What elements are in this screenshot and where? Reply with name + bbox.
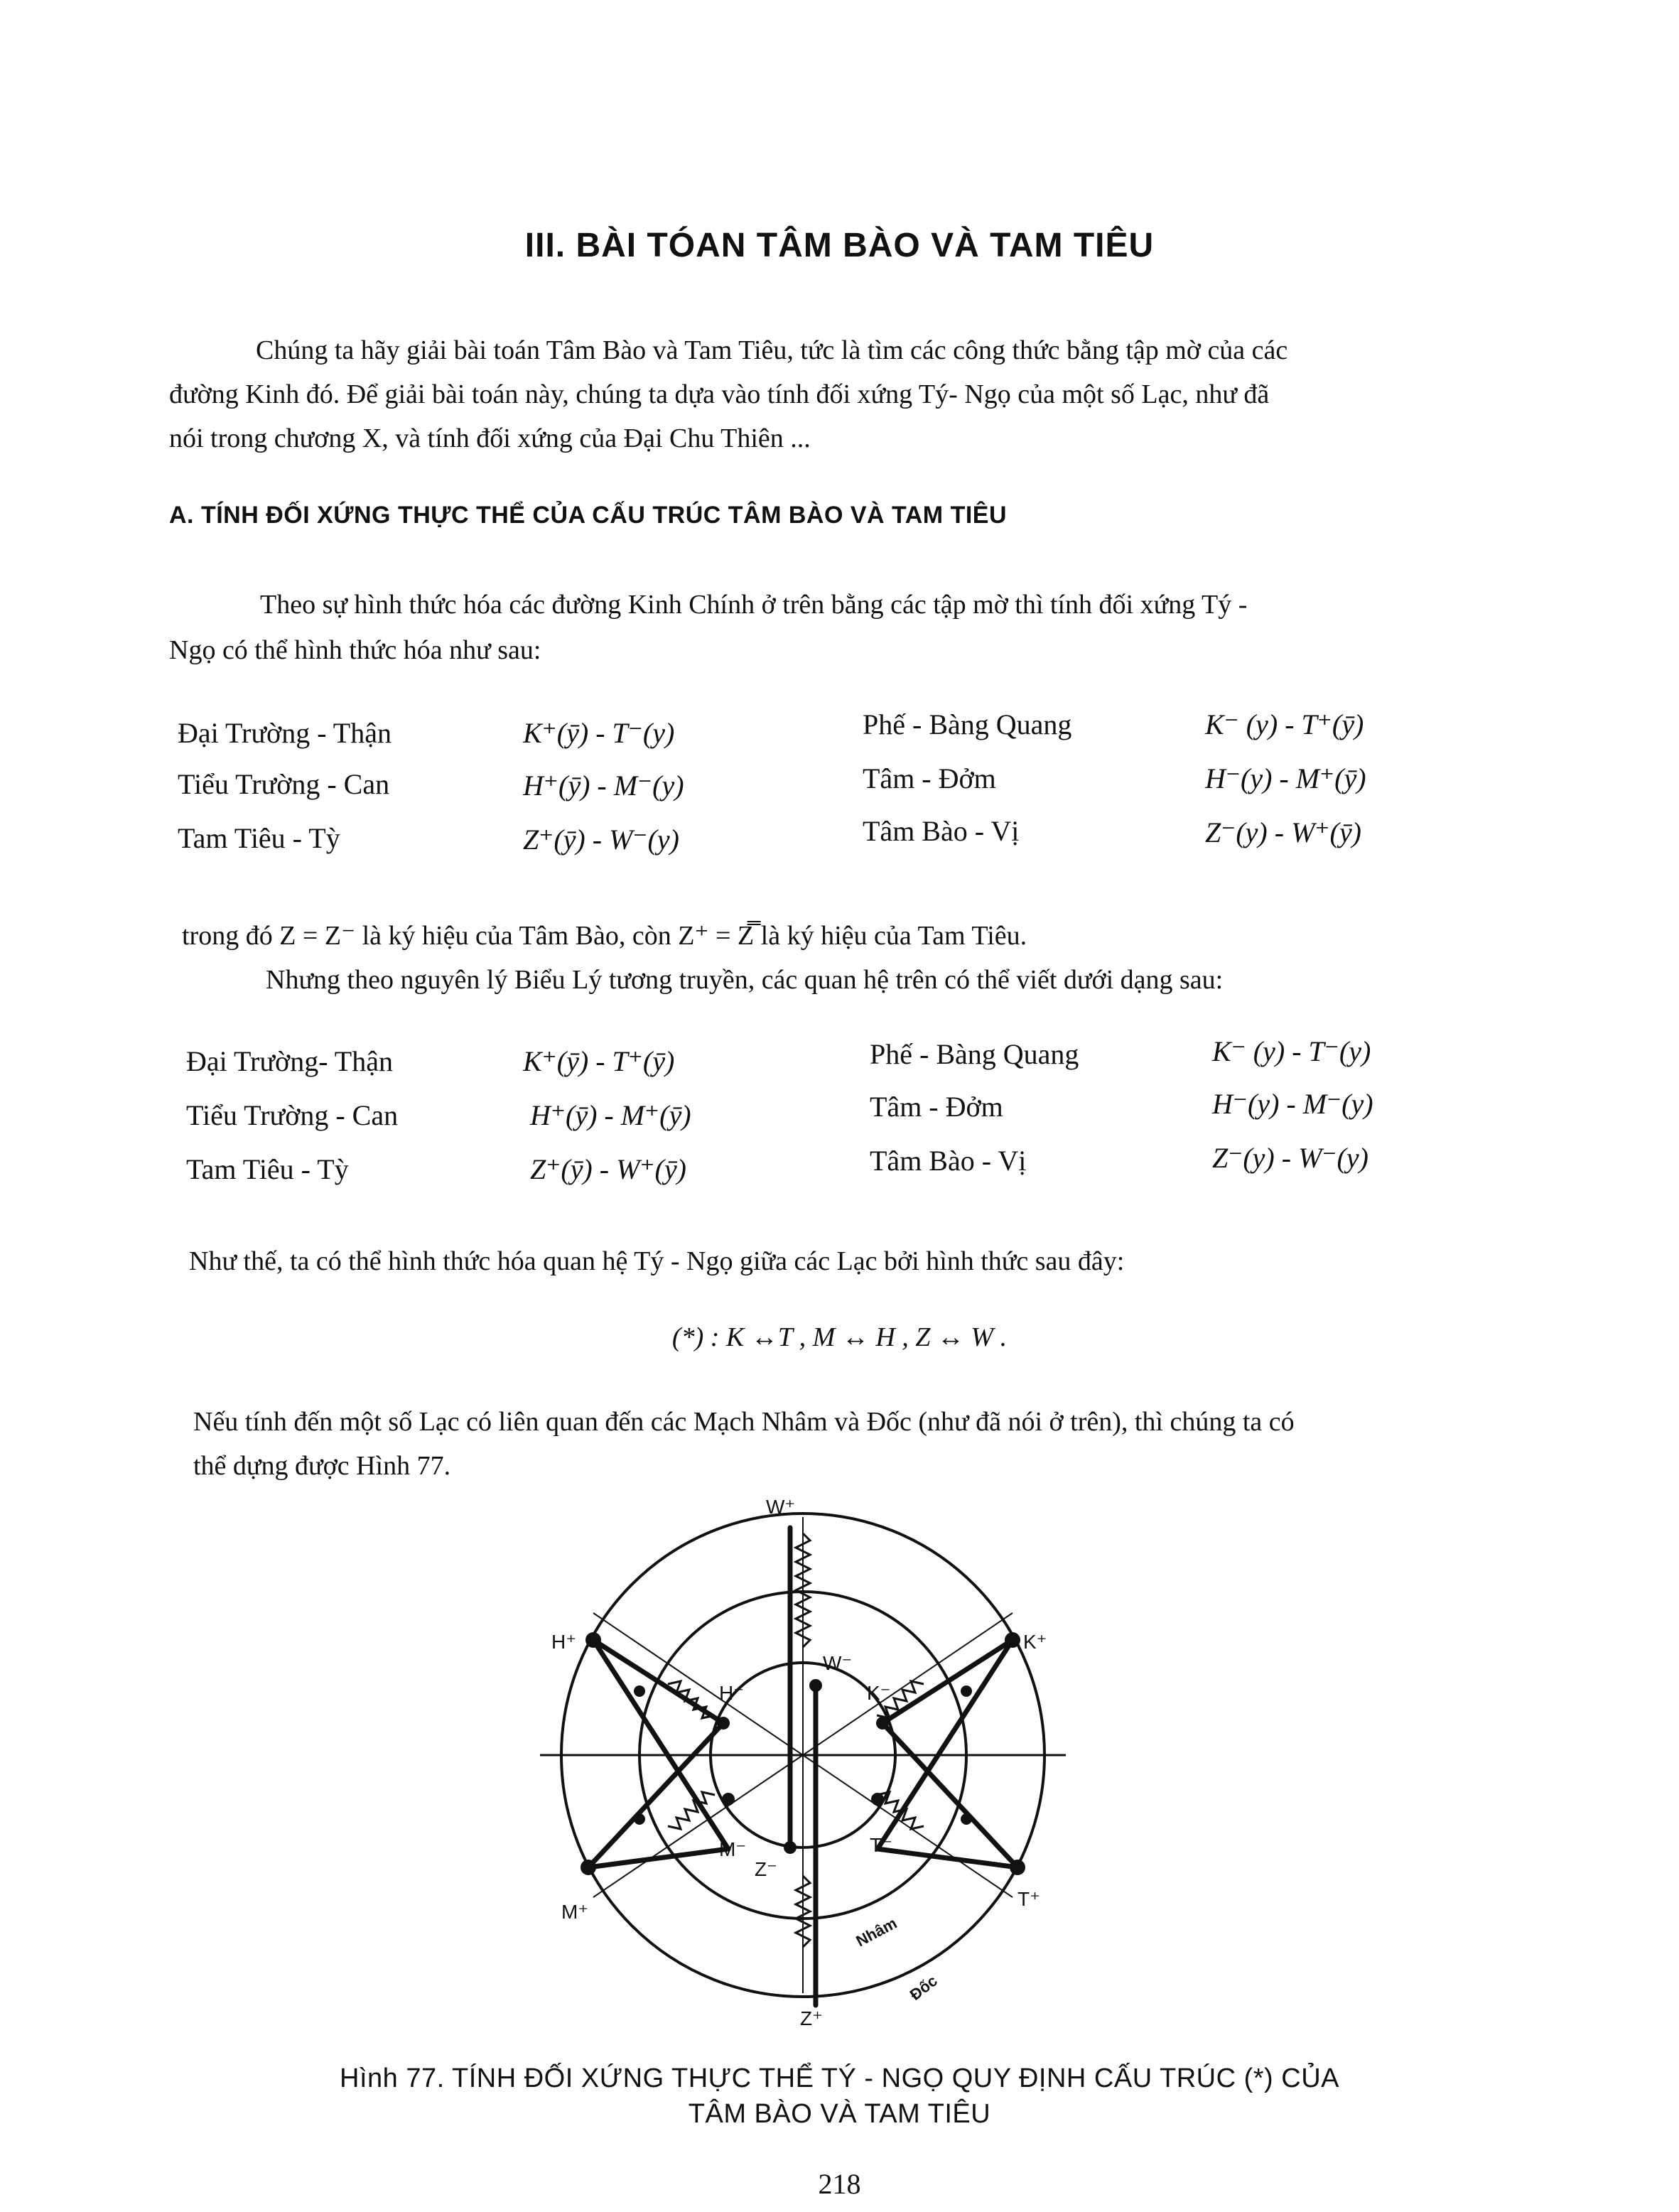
table2-right-formula: Z⁻(y) - W⁻(y) xyxy=(1212,1142,1368,1174)
table1-left-name: Tiểu Trường - Can xyxy=(178,768,390,800)
table2-right-name: Tâm Bào - Vị xyxy=(870,1145,1027,1177)
relation-formula: (*) : K ↔T , M ↔ H , Z ↔ W . xyxy=(671,1322,1008,1352)
table1-right-name: Tâm Bào - Vị xyxy=(863,815,1020,847)
label-w-plus: W⁺ xyxy=(766,1496,796,1518)
table1-right-formula: Z⁻(y) - W⁺(ȳ) xyxy=(1205,816,1361,848)
label-h-plus: H⁺ xyxy=(551,1631,576,1653)
section-a-line-2: Ngọ có thể hình thức hóa như sau: xyxy=(169,635,541,665)
intro-line-1: Chúng ta hãy giải bài toán Tâm Bào và Tam Tiêu, tức là tìm các công thức bằng tập mờ của các xyxy=(256,335,1288,365)
label-t-plus: T⁺ xyxy=(1017,1888,1040,1910)
table2-right-formula: H⁻(y) - M⁻(y) xyxy=(1212,1088,1373,1120)
table2-right-name: Phế - Bàng Quang xyxy=(870,1038,1079,1070)
figure-intro-line-2: thể dựng được Hình 77. xyxy=(193,1451,451,1481)
table2-left-name: Tam Tiêu - Tỳ xyxy=(186,1153,349,1185)
table1-left-formula: H⁺(ȳ) - M⁻(y) xyxy=(523,770,684,802)
label-doc: Đốc xyxy=(906,1971,941,2004)
table1-left-name: Đại Trường - Thận xyxy=(178,717,392,749)
table2-left-formula: H⁺(ȳ) - M⁺(ȳ) xyxy=(530,1099,691,1131)
label-z-plus: Z⁺ xyxy=(800,2007,823,2029)
figure-77-diagram xyxy=(526,1478,1080,2032)
relation-intro: Như thế, ta có thể hình thức hóa quan hệ Tý - Ngọ giữa các Lạc bởi hình thức sau đây: xyxy=(189,1246,1125,1276)
table1-left-formula: K⁺(ȳ) - T⁻(y) xyxy=(523,717,675,749)
section-a-line-1: Theo sự hình thức hóa các đường Kinh Chính ở trên bằng các tập mờ thì tính đối xứng Tý - xyxy=(260,590,1248,620)
label-m-plus: M⁺ xyxy=(561,1901,589,1923)
table2-left-formula: K⁺(ȳ) - T⁺(ȳ) xyxy=(523,1045,675,1077)
label-w-minus: W⁻ xyxy=(823,1652,853,1674)
figure-caption-line-1: Hình 77. TÍNH ĐỐI XỨNG THỰC THỂ TÝ - NGỌ QUY ĐỊNH CẤU TRÚC (*) CỦA xyxy=(340,2063,1339,2093)
note-line-2: Nhưng theo nguyên lý Biểu Lý tương truyền, các quan hệ trên có thể viết dưới dạng sau: xyxy=(266,965,1224,995)
label-t-minus: T⁻ xyxy=(870,1834,892,1856)
page-number: 218 xyxy=(818,2168,861,2200)
intro-line-3: nói trong chương X, và tính đối xứng của Đại Chu Thiên ... xyxy=(169,423,811,453)
label-nham: Nhâm xyxy=(853,1914,900,1951)
table1-right-formula: H⁻(y) - M⁺(ȳ) xyxy=(1205,762,1366,794)
figure-caption-line-2: TÂM BÀO VÀ TAM TIÊU xyxy=(688,2099,991,2129)
figure-intro-line-1: Nếu tính đến một số Lạc có liên quan đến các Mạch Nhâm và Đốc (như đã nói ở trên), thì chúng ta có xyxy=(193,1407,1295,1437)
table2-right-formula: K⁻ (y) - T⁻(y) xyxy=(1212,1035,1371,1067)
table1-right-name: Phế - Bàng Quang xyxy=(863,708,1072,740)
label-k-minus: K⁻ xyxy=(867,1682,891,1704)
note-line: trong đó Z = Z⁻ là ký hiệu của Tâm Bào, còn Z⁺ = Z̿ là ký hiệu của Tam Tiêu. xyxy=(182,921,1027,951)
table1-left-formula: Z⁺(ȳ) - W⁻(y) xyxy=(523,824,679,856)
page-title: III. BÀI TÓAN TÂM BÀO VÀ TAM TIÊU xyxy=(524,227,1155,264)
label-m-minus: M⁻ xyxy=(719,1838,747,1860)
label-z-minus: Z⁻ xyxy=(755,1858,777,1880)
table2-left-name: Tiểu Trường - Can xyxy=(186,1099,399,1131)
table2-left-name: Đại Trường- Thận xyxy=(186,1045,393,1077)
label-k-plus: K⁺ xyxy=(1023,1631,1047,1653)
table1-right-formula: K⁻ (y) - T⁺(ȳ) xyxy=(1205,708,1364,740)
table2-right-name: Tâm - Đởm xyxy=(870,1091,1003,1123)
table1-left-name: Tam Tiêu - Tỳ xyxy=(178,822,340,854)
intro-line-2: đường Kinh đó. Để giải bài toán này, chúng ta dựa vào tính đối xứng Tý- Ngọ của một số Lạc, như đã xyxy=(169,379,1270,409)
table2-left-formula: Z⁺(ȳ) - W⁺(ȳ) xyxy=(530,1153,686,1185)
label-h-minus: H⁻ xyxy=(719,1682,744,1704)
table1-right-name: Tâm - Đởm xyxy=(863,762,996,794)
section-a-heading: A. TÍNH ĐỐI XỨNG THỰC THỂ CỦA CẤU TRÚC TÂM BÀO VÀ TAM TIÊU xyxy=(169,502,1008,529)
